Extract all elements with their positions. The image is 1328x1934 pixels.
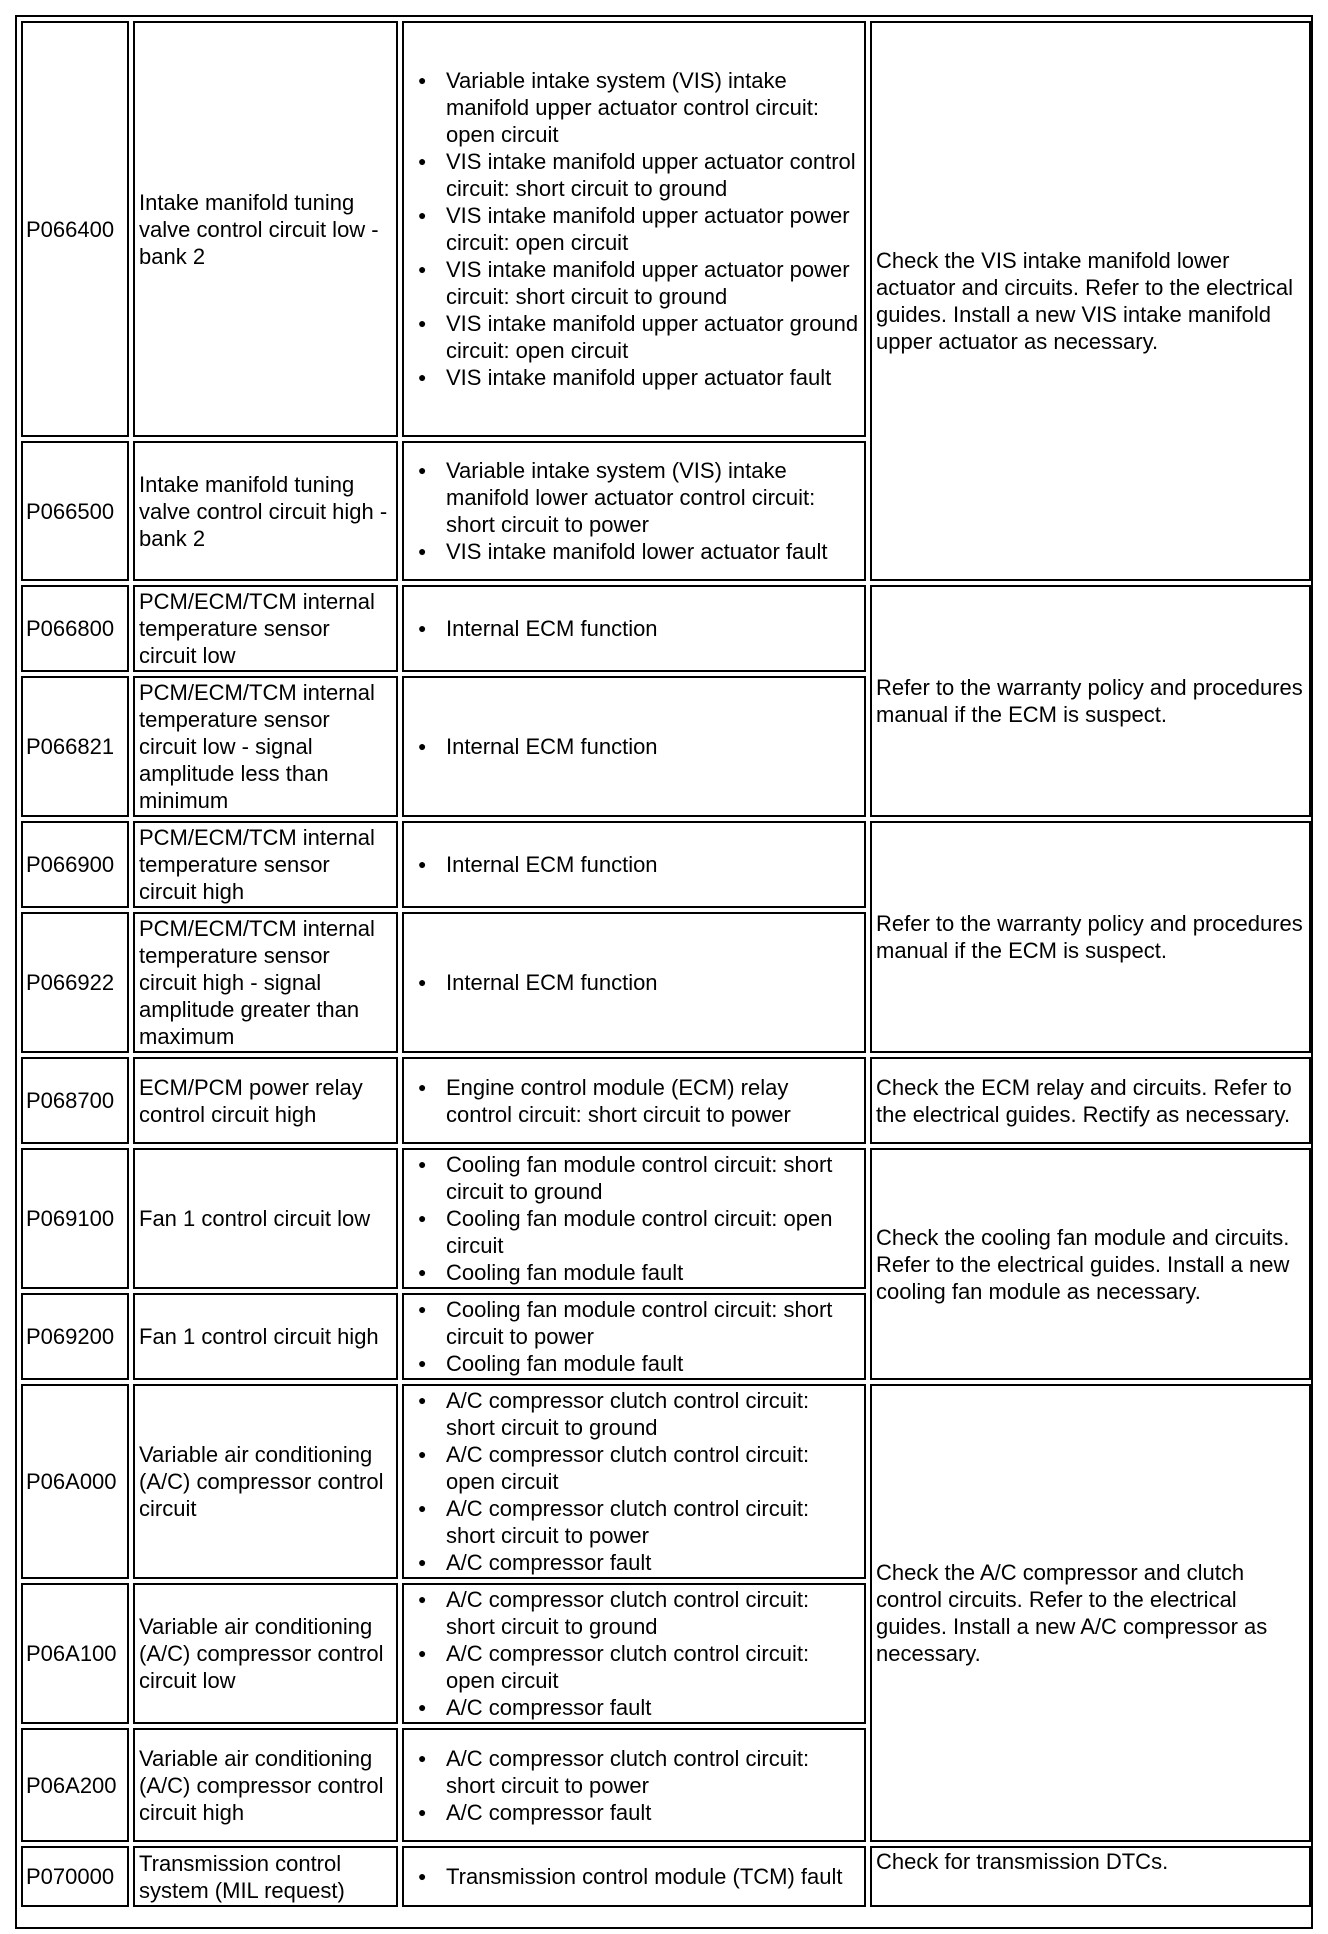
- dtc-description: ECM/PCM power relay control circuit high: [133, 1057, 398, 1144]
- table-row: [21, 21, 1311, 437]
- cause-item: ● Cooling fan module control circuit: open circuit: [446, 1205, 860, 1259]
- possible-causes: [402, 1846, 866, 1907]
- cause-item: ● A/C compressor fault: [446, 1799, 860, 1826]
- cause-item: ● Internal ECM function: [446, 969, 860, 996]
- cause-item: ● VIS intake manifold upper actuator fault: [446, 364, 860, 391]
- table-row: [21, 821, 1311, 908]
- cause-item: ● Cooling fan module fault: [446, 1259, 860, 1286]
- dtc-description: PCM/ECM/TCM internal temperature sensor circuit high: [133, 821, 398, 908]
- dtc-code: P069200: [21, 1293, 129, 1380]
- table-row: [21, 1384, 1311, 1579]
- cause-item: ● Internal ECM function: [446, 615, 860, 642]
- possible-causes: [402, 441, 866, 581]
- cause-item: ● A/C compressor clutch control circuit: short circuit to power: [446, 1745, 860, 1799]
- cause-item: ● VIS intake manifold upper actuator power circuit: open circuit: [446, 202, 860, 256]
- action-cell: [870, 1057, 1311, 1144]
- cause-item: ● VIS intake manifold lower actuator fault: [446, 538, 860, 565]
- dtc-code: P066500: [21, 441, 129, 581]
- table-row: [21, 1148, 1311, 1289]
- action-cell: [870, 821, 1311, 1053]
- cause-item: ● Engine control module (ECM) relay control circuit: short circuit to power: [446, 1074, 860, 1128]
- cause-item: ● A/C compressor clutch control circuit: short circuit to ground: [446, 1387, 860, 1441]
- action-cell: [870, 585, 1311, 817]
- possible-causes: [402, 1293, 866, 1380]
- cause-item: ● Cooling fan module control circuit: short circuit to power: [446, 1296, 860, 1350]
- action-text: Check the A/C compressor and clutch control circuits. Refer to the electrical guides. Install a new A/C compressor as necessary.: [876, 1560, 1268, 1666]
- dtc-code: P06A100: [21, 1583, 129, 1724]
- table-row: [21, 585, 1311, 672]
- dtc-code: P066821: [21, 676, 129, 817]
- dtc-description: Fan 1 control circuit high: [133, 1293, 398, 1380]
- dtc-code: P068700: [21, 1057, 129, 1144]
- dtc-description: Intake manifold tuning valve control circuit high - bank 2: [133, 441, 398, 581]
- cause-item: ● VIS intake manifold upper actuator ground circuit: open circuit: [446, 310, 860, 364]
- cause-item: ● A/C compressor clutch control circuit: open circuit: [446, 1640, 860, 1694]
- table-row: [21, 1057, 1311, 1144]
- action-text: Refer to the warranty policy and procedures manual if the ECM is suspect.: [876, 675, 1303, 727]
- cause-item: ● VIS intake manifold upper actuator control circuit: short circuit to ground: [446, 148, 860, 202]
- dtc-description: Variable air conditioning (A/C) compressor control circuit low: [133, 1583, 398, 1724]
- dtc-code: P066922: [21, 912, 129, 1053]
- dtc-code: P069100: [21, 1148, 129, 1289]
- dtc-description: PCM/ECM/TCM internal temperature sensor circuit low - signal amplitude less than minimum: [133, 676, 398, 817]
- cause-item: ● Internal ECM function: [446, 733, 860, 760]
- possible-causes: [402, 1583, 866, 1724]
- possible-causes: [402, 1057, 866, 1144]
- action-cell: [870, 1846, 1311, 1907]
- action-text: Check the VIS intake manifold lower actuator and circuits. Refer to the electrical guides. Install a new VIS intake manifold upper actuator as necessary.: [876, 248, 1293, 354]
- dtc-description: Intake manifold tuning valve control circuit low - bank 2: [133, 21, 398, 437]
- cause-item: ● Cooling fan module control circuit: short circuit to ground: [446, 1151, 860, 1205]
- dtc-code: P066900: [21, 821, 129, 908]
- dtc-description: Fan 1 control circuit low: [133, 1148, 398, 1289]
- dtc-description: Variable air conditioning (A/C) compressor control circuit: [133, 1384, 398, 1579]
- cause-item: ● Cooling fan module fault: [446, 1350, 860, 1377]
- dtc-table: [17, 17, 1315, 1911]
- cause-item: ● Internal ECM function: [446, 851, 860, 878]
- possible-causes: [402, 676, 866, 817]
- cause-item: ● A/C compressor clutch control circuit: open circuit: [446, 1441, 860, 1495]
- action-text: Refer to the warranty policy and procedures manual if the ECM is suspect.: [876, 911, 1303, 963]
- possible-causes: [402, 585, 866, 672]
- possible-causes: [402, 821, 866, 908]
- action-text: Check the ECM relay and circuits. Refer to the electrical guides. Rectify as necessary.: [876, 1074, 1292, 1127]
- possible-causes: [402, 21, 866, 437]
- possible-causes: [402, 1384, 866, 1579]
- action-cell: [870, 1384, 1311, 1842]
- dtc-code: P066400: [21, 21, 129, 437]
- action-text: Check the cooling fan module and circuits. Refer to the electrical guides. Install a new cooling fan module as necessary.: [876, 1224, 1290, 1304]
- action-cell: [870, 21, 1311, 581]
- possible-causes: [402, 1728, 866, 1842]
- dtc-code: P070000: [21, 1846, 129, 1907]
- dtc-description: PCM/ECM/TCM internal temperature sensor circuit low: [133, 585, 398, 672]
- action-text: Check for transmission DTCs.: [876, 1849, 1169, 1874]
- cause-item: ● A/C compressor clutch control circuit: short circuit to power: [446, 1495, 860, 1549]
- cause-item: ● A/C compressor clutch control circuit: short circuit to ground: [446, 1586, 860, 1640]
- dtc-description: Variable air conditioning (A/C) compressor control circuit high: [133, 1728, 398, 1842]
- cause-item: ● Variable intake system (VIS) intake manifold lower actuator control circuit: short circuit to power: [446, 457, 860, 538]
- cause-item: ● VIS intake manifold upper actuator power circuit: short circuit to ground: [446, 256, 860, 310]
- dtc-description: PCM/ECM/TCM internal temperature sensor circuit high - signal amplitude greater than maximum: [133, 912, 398, 1053]
- cause-item: ● Transmission control module (TCM) fault: [446, 1863, 860, 1890]
- action-cell: [870, 1148, 1311, 1380]
- table-row: [21, 1846, 1311, 1907]
- cause-item: ● A/C compressor fault: [446, 1694, 860, 1721]
- cause-item: ● A/C compressor fault: [446, 1549, 860, 1576]
- dtc-code: P066800: [21, 585, 129, 672]
- dtc-code: P06A200: [21, 1728, 129, 1842]
- dtc-code: P06A000: [21, 1384, 129, 1579]
- dtc-table-frame: [15, 15, 1313, 1929]
- dtc-description: Transmission control system (MIL request): [133, 1846, 398, 1907]
- possible-causes: [402, 1148, 866, 1289]
- cause-item: ● Variable intake system (VIS) intake manifold upper actuator control circuit: open circuit: [446, 67, 860, 148]
- possible-causes: [402, 912, 866, 1053]
